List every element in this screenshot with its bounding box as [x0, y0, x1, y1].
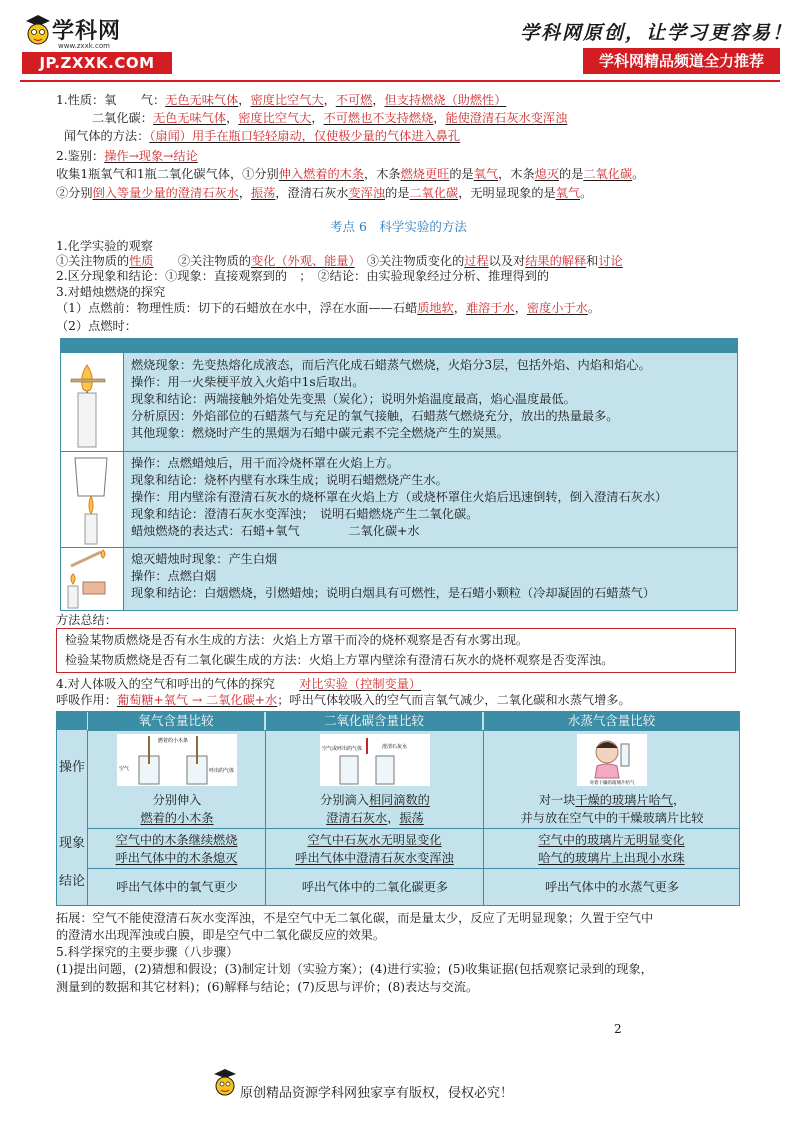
breath-title: 4.对人体吸入的空气和呼出的气体的探究 对比实验（控制变量） [56, 677, 422, 691]
op-h2o-line: 对一块干燥的玻璃片哈气， [538, 793, 686, 807]
ph-co2-line: 呼出气体中澄清石灰水变浑浊 [295, 851, 454, 865]
candle-r1-line: 现象和结论：两端接触外焰处先变黑（炭化）；说明外焰温度最高，焰心温度最低。 [131, 392, 576, 406]
candle-smoke-image [61, 548, 124, 610]
side-label-phenomenon: 现象 [58, 836, 85, 851]
candle-r1-line: 燃烧现象：先变热熔化成液态，而后汽化成石蜡蒸气燃烧，火焰分3层，包括外焰、内焰和焰心。 [131, 358, 651, 372]
con-cell-h2o [483, 868, 740, 906]
obs-title: 1.化学实验的观察 [56, 239, 153, 253]
relight-candle-icon [61, 548, 123, 610]
gas-line-co2: 二氧化碳：无色无味气体，密度比空气大，不可燃也不支持燃烧，能使澄清石灰水变浑浊 [92, 111, 568, 125]
ph-h2o-line: 哈气的玻璃片上出现小水珠 [538, 851, 685, 865]
co2-lime-label: 澄清石灰水 [382, 744, 408, 750]
cmp-header-co2: 二氧化碳含量比较 [266, 712, 482, 730]
con-h2o: 呼出气体中的水蒸气更多 [544, 880, 680, 894]
h2o-label: 对着干燥的玻璃片哈气 [589, 781, 635, 786]
con-cell-o2 [87, 868, 266, 906]
mascot-icon [24, 12, 52, 48]
ph-o2-line: 空气中的木条继续燃烧 [115, 833, 238, 847]
logo-site: www.zxxk.com [58, 42, 110, 50]
cmp-header-o2: 氧气含量比较 [88, 712, 264, 730]
inquiry-steps: (1)提出问题，(2)猜想和假设；(3)制定计划（实验方案）；(4)进行实验；(5)收集证据(包括观察记录到的现象， [56, 962, 653, 976]
candle-before: （1）点燃前：物理性质：切下的石蜡放在水中，浮在水面——石蜡质地软，难溶于水，密度小于水。 [56, 301, 601, 315]
obs-distinguish: 2.区分现象和结论：①现象：直接观察到的 ； ②结论：由实验现象经过分析、推理得到的 [56, 269, 550, 283]
con-co2: 呼出气体中的二氧化碳更多 [301, 880, 449, 894]
op-co2-line: 澄清石灰水，振荡 [326, 811, 424, 825]
ph-co2-line: 空气中石灰水无明显变化 [307, 833, 442, 847]
header-slogan: 学科网原创，让学习更容易！ [520, 22, 794, 44]
ph-h2o-line: 空气中的玻璃片无明显变化 [538, 833, 685, 847]
o2-experiment-image [117, 734, 237, 786]
candle-table-header [60, 338, 738, 352]
method-line-water: 检验某物质燃烧是否有水生成的方法：火焰上方罩干而冷的烧杯观察是否有水雾出现。 [65, 633, 529, 647]
method-title: 方法总结： [56, 613, 117, 627]
candle-r1-line: 其他现象：燃烧时产生的黑烟为石蜡中碳元素不完全燃烧产生的炭黑。 [131, 426, 509, 440]
op-h2o-line: 并与放在空气中的干燥玻璃片比较 [520, 811, 704, 825]
ph-cell-co2 [265, 828, 483, 868]
candle-table [60, 352, 738, 611]
beaker-over-candle-icon [61, 452, 123, 548]
candle-beaker-image [61, 452, 124, 548]
obs-focus: ①关注物质的性质 ②关注物质的变化（外观、能量） ③关注物质变化的过程以及对结果的解释和讨论 [56, 254, 623, 268]
con-cell-co2 [265, 868, 484, 906]
candle-r2-line: 蜡烛燃烧的表达式：石蜡+氧气 二氧化碳+水 [131, 524, 420, 538]
gas-line-smell: 闻气体的方法：（扇闻）用手在瓶口轻轻扇动，仅使极少量的气体进入鼻孔 [64, 129, 461, 143]
site-logo[interactable] [22, 12, 172, 74]
candle-r1-line: 操作：用一火柴梗平放入火焰中1s后取出。 [131, 375, 365, 389]
cmp-corner [57, 712, 87, 730]
method-box [56, 628, 736, 673]
breath-respiration: 呼吸作用：葡萄糖+氧气 → 二氧化碳+水；呼出气体较吸入的空气而言氧气减少，二氧化碳和水蒸气增多。 [56, 693, 631, 707]
candle-flame-image [61, 353, 124, 451]
op-cell-co2 [265, 730, 484, 829]
ph-cell-h2o [483, 828, 739, 868]
candle-title: 3.对蜡烛燃烧的探究 [56, 285, 166, 299]
candle-r3-line: 熄灭蜡烛时现象：产生白烟 [131, 552, 278, 566]
o2-stick-label: 燃着的小木条 [157, 738, 189, 744]
inquiry-title: 5.科学探究的主要步骤（八步骤） [56, 945, 239, 959]
candle-lit: （2）点燃时： [56, 319, 137, 333]
candle-r1-line: 分析原因：外焰部位的石蜡蒸气与充足的氧气接触，石蜡蒸气燃烧充分，放出的热量最多。 [131, 409, 619, 423]
gas-line-identify: 2.鉴别：操作→现象→结论 [56, 149, 198, 163]
candle-r3-line: 现象和结论：白烟燃烧，引燃蜡烛；说明白烟具有可燃性，是石蜡小颗粒（冷却凝固的石蜡蒸气） [131, 586, 656, 600]
con-o2: 呼出气体中的氧气更少 [116, 880, 238, 894]
side-label-operation: 操作 [58, 760, 85, 775]
h2o-experiment-image [577, 734, 647, 786]
candle-row-beaker [61, 451, 737, 548]
footer-copyright: 原创精品资源学科网独家享有版权，侵权必究！ [240, 1086, 514, 1101]
candle-r2-line: 现象和结论：烧杯内壁有水珠生成；说明石蜡燃烧产生水。 [131, 473, 448, 487]
footer-mascot-icon [212, 1066, 238, 1100]
candle-row-flame [61, 353, 737, 451]
co2-experiment-image [320, 734, 430, 786]
inquiry-steps: 测量到的数据和其它材料)；(6)解释与结论；(7)反思与评价；(8)表达与交流。 [56, 980, 479, 994]
page-number: 2 [614, 1022, 622, 1036]
logo-name: 学科网 [52, 19, 122, 44]
candle-row-smoke [61, 547, 737, 610]
candle-r2-line: 现象和结论：澄清石灰水变浑浊； 说明石蜡燃烧产生二氧化碳。 [131, 507, 479, 521]
logo-banner: JP.ZXXK.COM [22, 52, 172, 74]
candle-r2-line: 操作：用内壁涂有澄清石灰水的烧杯罩在火焰上方（或烧杯罩住火焰后迅速倒转，倒入澄清石灰水） [131, 490, 668, 504]
extension-line: 的澄清水出现浑浊或白膜，即是空气中二氧化碳反应的效果。 [56, 928, 386, 942]
ph-cell-o2 [87, 828, 265, 868]
op-co2-line: 分别滴入相同滴数的 [320, 793, 430, 807]
candle-r3-line: 操作：点燃白烟 [131, 569, 217, 583]
candle-r2-line: 操作：点燃蜡烛后，用干而冷烧杯罩在火焰上方。 [131, 456, 400, 470]
ph-o2-line: 呼出气体中的木条熄灭 [115, 851, 238, 865]
cmp-header-h2o: 水蒸气含量比较 [484, 712, 739, 730]
op-o2-line: 燃着的小木条 [140, 811, 214, 825]
header-rule [20, 80, 780, 82]
channel-recommend-box[interactable]: 学科网精品频道全力推荐 [583, 48, 780, 74]
gas-line-method2: ②分别倒入等量少量的澄清石灰水，振荡，澄清石灰水变浑浊的是二氧化碳，无明显现象的是氧气。 [56, 186, 593, 200]
candle-flame-icon [61, 353, 123, 451]
op-cell-h2o [483, 730, 740, 829]
o2-air-label: 空气 [119, 766, 130, 772]
o2-breath-label: 呼出的气体 [209, 768, 235, 774]
op-cell-o2 [87, 730, 266, 829]
extension-line: 拓展：空气不能使澄清石灰水变浑浊，不是空气中无二氧化碳，而是量太少，反应了无明显现象；久置于空气中 [56, 911, 654, 925]
gas-line-method1: 收集1瓶氧气和1瓶二氧化碳气体，①分别伸入燃着的木条，木条燃烧更旺的是氧气，木条熄灭的是二氧化碳。 [56, 167, 645, 181]
op-o2-line: 分别伸入 [152, 793, 202, 807]
side-label-conclusion: 结论 [58, 874, 85, 889]
method-line-co2: 检验某物质燃烧是否有二氧化碳生成的方法：火焰上方罩内壁涂有澄清石灰水的烧杯观察是否变浑浊。 [65, 653, 614, 667]
co2-air-label: 空气或呼出的气体 [322, 746, 363, 752]
comparison-table [56, 711, 740, 906]
gas-line-oxygen: 1.性质：氧 气：无色无味气体，密度比空气大，不可燃，但支持燃烧（助燃性） [56, 93, 507, 107]
section-title: 考点 6 科学实验的方法 [330, 219, 467, 234]
